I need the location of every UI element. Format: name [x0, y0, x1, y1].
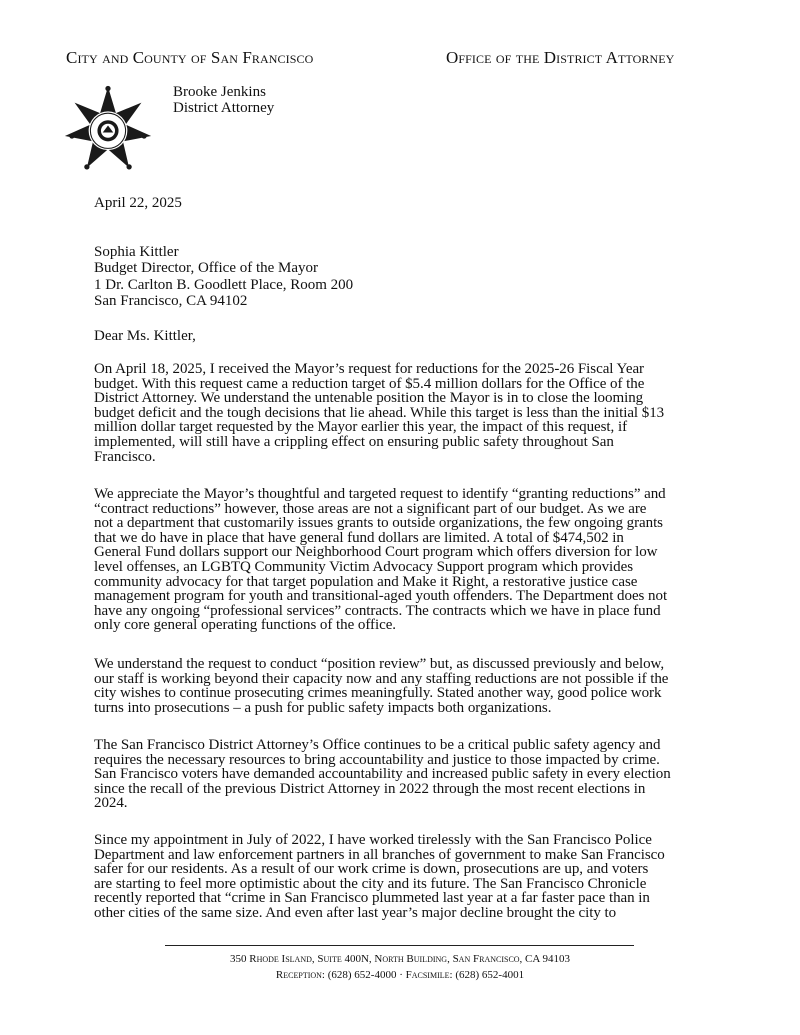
text-line: The San Francisco District Attorney’s Office continues to be a critical public safety agency and — [94, 737, 661, 753]
text-line: other cities of the same size. And even after last year’s major decline brought the city to — [94, 904, 617, 921]
da-role: District Attorney — [173, 100, 275, 116]
letter-date: April 22, 2025 — [94, 195, 182, 211]
text-line: only core general operating functions of the office. — [94, 617, 397, 634]
footer-divider — [165, 945, 634, 946]
text-line: We understand the request to conduct “position review” but, as discussed previously and below, — [94, 656, 665, 672]
text-line: implemented, will still have a crippling effect on ensuring public safety throughout San — [94, 433, 614, 450]
footer-address: 350 Rhode Island, Suite 400N, North Building, San Francisco, CA 94103 — [230, 953, 570, 965]
address-line: San Francisco, CA 94102 — [94, 292, 248, 309]
text-line: turns into prosecutions – a push for public safety impacts both organizations. — [94, 699, 552, 716]
text-line: are starting to feel more optimistic about the city and its future. The San Francisco Chronicle — [94, 875, 647, 892]
text-line: requires the necessary resources to bring accountability and justice to those impacted by crime. — [94, 751, 660, 768]
paragraph-1 — [94, 362, 706, 464]
letterhead-office-title: Office of the District Attorney — [446, 48, 675, 67]
recipient-address — [94, 244, 353, 309]
text-line: our staff is working beyond their capacity now and any staffing reductions are not possible if the — [94, 670, 669, 687]
text-line: General Fund dollars support our Neighborhood Court program which offers diversion for low — [94, 544, 658, 561]
paragraph-3 — [94, 657, 706, 715]
text-line: city wishes to continue prosecuting crimes meaningfully. Stated another way, good police work — [94, 685, 662, 702]
text-line: that we do have in place that have general fund dollars are limited. A total of $474,502 in — [94, 529, 624, 546]
letterhead-city-title: City and County of San Francisco — [66, 48, 314, 67]
da-name: Brooke Jenkins — [173, 84, 266, 100]
text-line: Since my appointment in July of 2022, I have worked tirelessly with the San Francisco Police — [94, 832, 652, 848]
footer-phones: Reception: (628) 652-4000 · Facsimile: (628) 652-4001 — [275, 969, 525, 981]
text-line: management program for youth and transitional-aged youth offenders. The Department does not — [94, 588, 668, 605]
paragraph-2 — [94, 487, 706, 633]
text-line: District Attorney. We understand the untenable position the Mayor is in to close the looming — [94, 390, 644, 407]
text-line: safer for our residents. As a result of our work crime is down, prosecutions are up, and voters — [94, 861, 649, 878]
address-line: 1 Dr. Carlton B. Goodlett Place, Room 200 — [94, 276, 354, 293]
text-line: million dollar target requested by the Mayor earlier this year, the impact of this request, if — [94, 419, 628, 436]
text-line: Francisco. — [94, 448, 156, 465]
text-line: “contract reductions” however, those areas are not a significant part of our budget. As we are — [94, 500, 647, 517]
text-line: have any ongoing “professional services” contracts. The contracts which we have in place fund — [94, 602, 661, 619]
da-seal-star-icon — [64, 84, 152, 174]
text-line: We appreciate the Mayor’s thoughtful and targeted request to identify “granting reductions” and — [94, 486, 666, 502]
district-attorney-block — [173, 84, 274, 116]
text-line: level offenses, an LGBTQ Community Victim Advocacy Support program which provides — [94, 558, 633, 575]
address-line: Sophia Kittler — [94, 244, 179, 260]
text-line: Department and law enforcement partners in all branches of government to make San Francisco — [94, 846, 665, 863]
text-line: since the recall of the previous District Attorney in 2022 through the most recent elections in — [94, 780, 646, 797]
paragraph-5 — [94, 833, 706, 921]
text-line: not a department that customarily issues grants to outside organizations, the few ongoing grants — [94, 515, 663, 532]
text-line: On April 18, 2025, I received the Mayor’s request for reductions for the 2025-26 Fiscal Year — [94, 361, 644, 377]
text-line: San Francisco voters have demanded accountability and increased public safety in every election — [94, 766, 671, 783]
text-line: community advocacy for that target population and Make it Right, a restorative justice case — [94, 573, 638, 590]
text-line: recently reported that “crime in San Francisco plummeted last year at a far faster pace than in — [94, 890, 650, 907]
address-line: Budget Director, Office of the Mayor — [94, 260, 319, 277]
text-line: budget deficit and the tough decisions that lie ahead. While this target is less than the initial $13 — [94, 404, 665, 421]
salutation: Dear Ms. Kittler, — [94, 328, 196, 344]
text-line: 2024. — [94, 795, 128, 812]
paragraph-4 — [94, 738, 706, 811]
text-line: budget. With this request came a reduction target of $5.4 million dollars for the Office of the — [94, 375, 645, 392]
